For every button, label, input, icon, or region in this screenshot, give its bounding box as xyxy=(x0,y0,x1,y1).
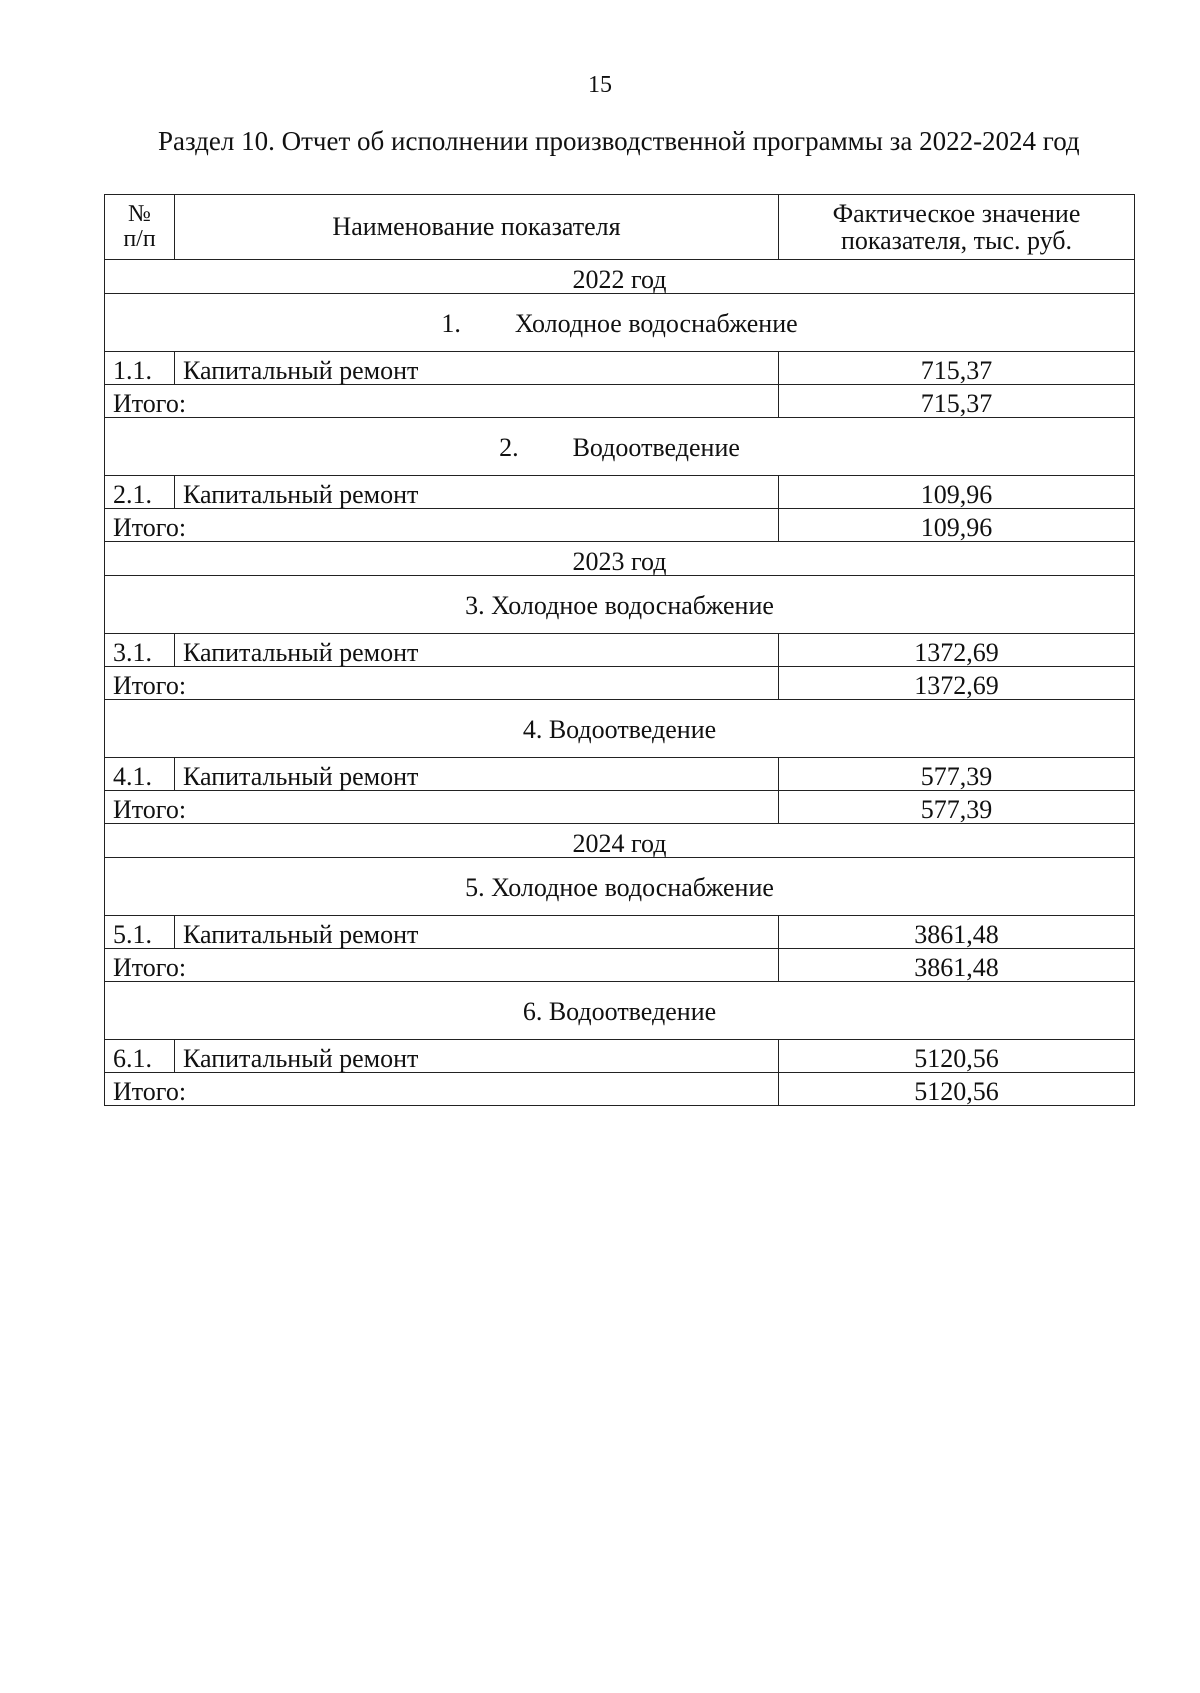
table-row xyxy=(105,916,1135,949)
section-row xyxy=(105,700,1135,758)
section-row xyxy=(105,858,1135,916)
section-title-text: Водоотведение xyxy=(548,715,717,745)
total-label: Итого: xyxy=(105,509,779,542)
row-number: 6.1. xyxy=(105,1040,175,1073)
section-title-text: Холодное водоснабжение xyxy=(491,873,774,903)
row-value: 109,96 xyxy=(779,476,1135,509)
section-number: 6. xyxy=(522,997,543,1027)
total-label: Итого: xyxy=(105,1073,779,1106)
table-row xyxy=(105,352,1135,385)
section-number: 4. xyxy=(522,715,543,745)
header-number-cell xyxy=(105,195,175,260)
row-name: Капитальный ремонт xyxy=(175,758,779,791)
total-label: Итого: xyxy=(105,791,779,824)
section-title-text: Холодное водоснабжение xyxy=(514,309,798,339)
row-value: 715,37 xyxy=(779,352,1135,385)
total-row xyxy=(105,949,1135,982)
total-label: Итого: xyxy=(105,385,779,418)
section-title-text: Водоотведение xyxy=(548,997,717,1027)
header-value-line: Фактическое значение xyxy=(832,198,1081,228)
total-value: 1372,69 xyxy=(779,667,1135,700)
row-number: 1.1. xyxy=(105,352,175,385)
total-value: 577,39 xyxy=(779,791,1135,824)
section-heading xyxy=(105,700,1135,758)
section-heading xyxy=(105,294,1135,352)
header-number-line: № xyxy=(128,200,151,227)
row-name: Капитальный ремонт xyxy=(175,476,779,509)
row-name: Капитальный ремонт xyxy=(175,1040,779,1073)
table-header-row xyxy=(105,195,1135,260)
header-value-line: показателя, тыс. руб. xyxy=(840,226,1073,255)
section-title-text: Водоотведение xyxy=(572,433,740,463)
header-name-cell: Наименование показателя xyxy=(175,195,779,260)
table-row xyxy=(105,758,1135,791)
year-row xyxy=(105,542,1135,576)
row-value: 3861,48 xyxy=(779,916,1135,949)
year-label: 2024 год xyxy=(105,824,1135,858)
section-number: 2. xyxy=(499,433,519,463)
total-value: 109,96 xyxy=(779,509,1135,542)
section-row xyxy=(105,982,1135,1040)
row-name: Капитальный ремонт xyxy=(175,352,779,385)
row-value: 1372,69 xyxy=(779,634,1135,667)
year-label: 2022 год xyxy=(105,260,1135,294)
row-name: Капитальный ремонт xyxy=(175,634,779,667)
row-number: 4.1. xyxy=(105,758,175,791)
table-row xyxy=(105,1040,1135,1073)
row-value: 577,39 xyxy=(779,758,1135,791)
section-heading xyxy=(105,858,1135,916)
row-number: 3.1. xyxy=(105,634,175,667)
section-heading xyxy=(105,418,1135,476)
year-row xyxy=(105,824,1135,858)
year-label: 2023 год xyxy=(105,542,1135,576)
year-row xyxy=(105,260,1135,294)
section-title: Раздел 10. Отчет об исполнении производственной программы за 2022-2024 год xyxy=(158,126,1080,156)
total-row xyxy=(105,791,1135,824)
header-number-line: п/п xyxy=(123,226,156,252)
header-value-cell xyxy=(779,195,1135,260)
total-value: 5120,56 xyxy=(779,1073,1135,1106)
total-label: Итого: xyxy=(105,949,779,982)
total-value: 715,37 xyxy=(779,385,1135,418)
total-row xyxy=(105,667,1135,700)
total-value: 3861,48 xyxy=(779,949,1135,982)
section-number: 1. xyxy=(441,309,461,339)
row-number: 5.1. xyxy=(105,916,175,949)
page-number: 15 xyxy=(588,72,612,98)
row-value: 5120,56 xyxy=(779,1040,1135,1073)
section-row xyxy=(105,294,1135,352)
section-heading xyxy=(105,576,1135,634)
total-label: Итого: xyxy=(105,667,779,700)
table-row xyxy=(105,634,1135,667)
table-row xyxy=(105,476,1135,509)
section-row xyxy=(105,576,1135,634)
row-name: Капитальный ремонт xyxy=(175,916,779,949)
report-table xyxy=(104,194,1135,1106)
section-heading xyxy=(105,982,1135,1040)
section-title-text: Холодное водоснабжение xyxy=(491,591,774,621)
section-number: 5. xyxy=(465,873,485,903)
section-number: 3. xyxy=(465,591,485,621)
total-row xyxy=(105,385,1135,418)
row-number: 2.1. xyxy=(105,476,175,509)
section-row xyxy=(105,418,1135,476)
report-table-body xyxy=(105,195,1135,1106)
total-row xyxy=(105,509,1135,542)
total-row xyxy=(105,1073,1135,1106)
